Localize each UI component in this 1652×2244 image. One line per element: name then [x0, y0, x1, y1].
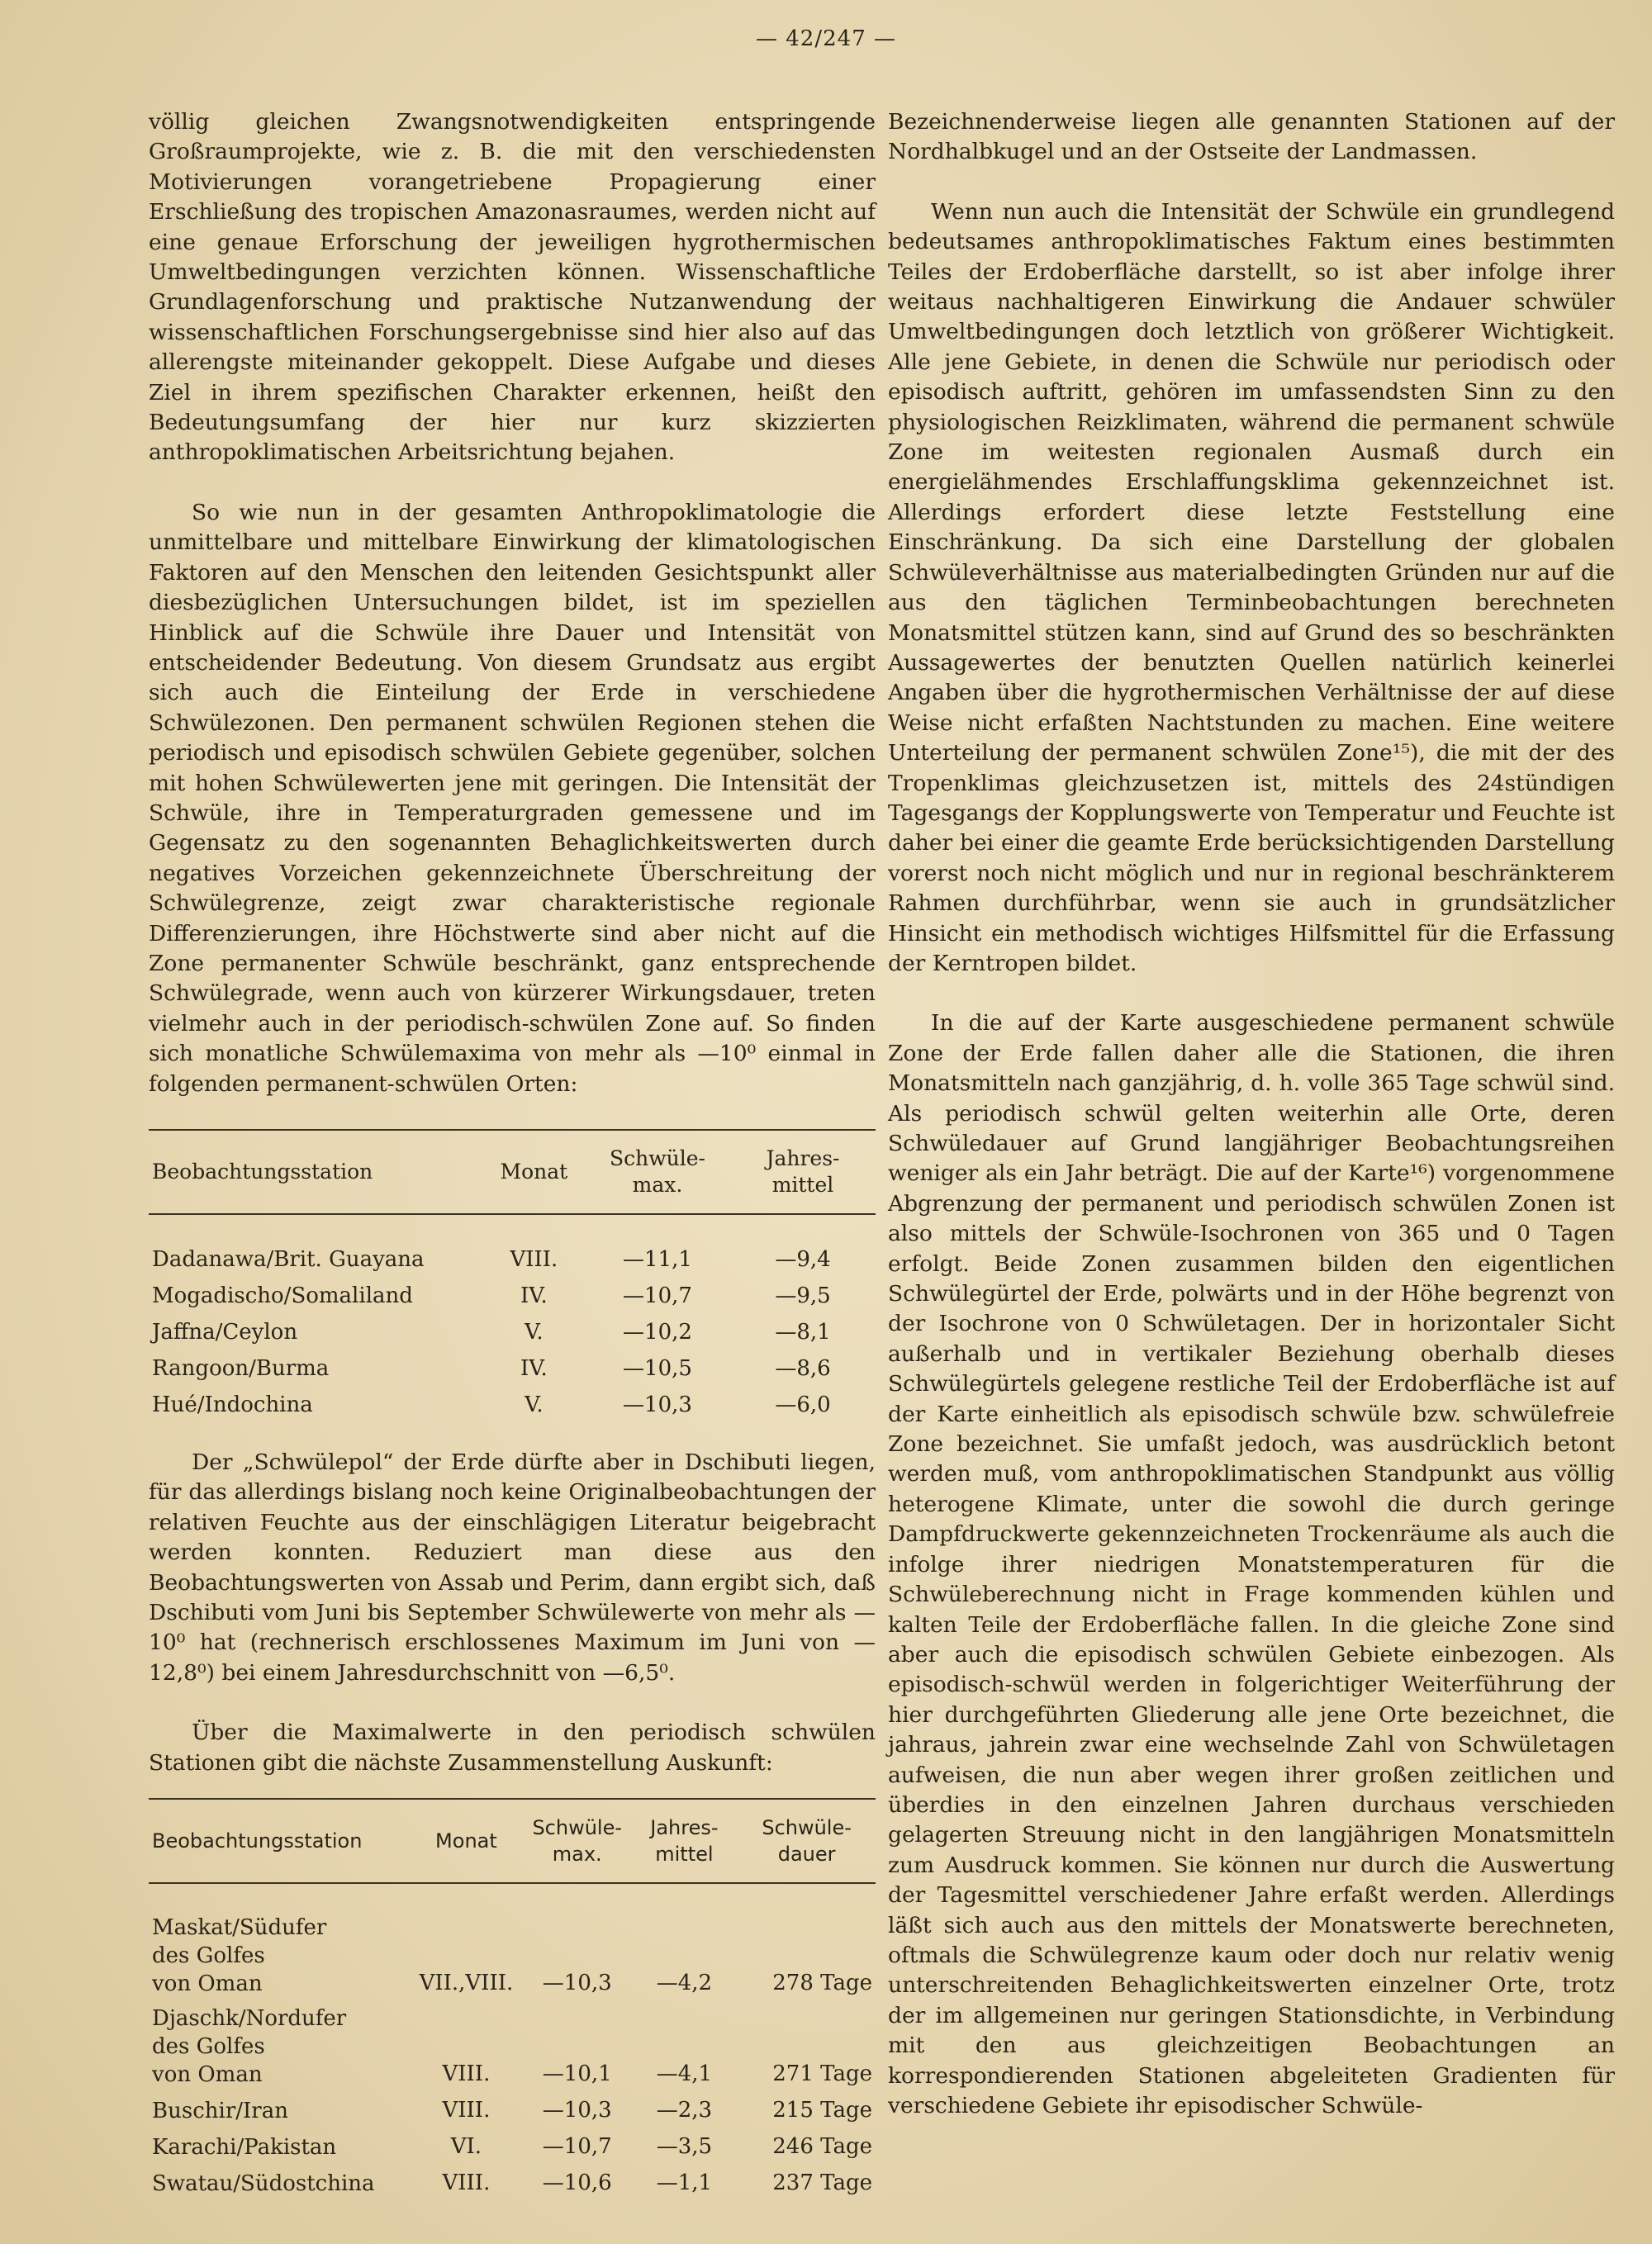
table-row	[149, 2165, 876, 2201]
table-cell: V.	[525, 1320, 544, 1345]
table-cell: —4,2	[656, 1971, 713, 1996]
table-cell: VI.	[450, 2134, 482, 2160]
table-cell: Djaschk/Nordufer des Golfes von Oman	[152, 2006, 347, 2088]
table-cell: —11,1	[623, 1247, 692, 1272]
table-cell: Karachi/Pakistan	[152, 2135, 337, 2161]
table-cell: Hué/Indochina	[152, 1392, 313, 1417]
table-cell: Mogadischo/Somaliland	[152, 1283, 413, 1308]
table-cell: —9,5	[775, 1283, 831, 1308]
column-header: Beobachtungsstation	[152, 1160, 373, 1184]
table-cell: Dadanawa/Brit. Guayana	[152, 1247, 425, 1272]
table-row	[149, 1350, 876, 1387]
table-cell: —10,3	[623, 1392, 692, 1417]
table-cell: Rangoon/Burma	[152, 1356, 330, 1381]
column-header: Schwüle- max.	[610, 1146, 705, 1197]
table-cell: Jaffna/Ceylon	[152, 1320, 298, 1345]
table-row	[149, 1214, 876, 1278]
table-cell: 271 Tage	[772, 2061, 872, 2087]
table-cell: —4,1	[656, 2061, 713, 2087]
table-cell: —10,5	[623, 1356, 692, 1381]
table-row	[149, 1883, 876, 2001]
page-number: — 42/247 —	[756, 26, 896, 51]
table-cell: Buschir/Iran	[152, 2099, 288, 2124]
paragraph: So wie nun in der gesamten Anthropoklimatologie die unmittelbare und mittelbare Einwirkung der klimatologischen Faktoren auf den Menschen den leitenden Gesichtspunkt aller diesbezüglichen Untersuchungen bildet, ist im speziellen Hinblick auf die Schwüle ihre Dauer und Intensität von entscheidender Bedeutung. Von diesem Grundsatz aus ergibt sich auch die Einteilung der Erde in verschiedene Schwülezonen. Den permanent schwülen Regionen stehen die periodisch und episodisch schwülen Gebiete gegenüber, solchen mit hohen Schwülewerten jene mit geringen. Die Intensität der Schwüle, ihre in Temperaturgraden gemessene und im Gegensatz zu den sogenannten Behaglichkeitswerten durch negatives Vorzeichen gekennzeichnete Überschreitung der Schwülegrenze, zeigt zwar charakteristische regionale Differenzierungen, ihre Höchstwerte sind aber nicht auf die Zone permanenter Schwüle beschränkt, ganz entsprechende Schwülegrade, wenn auch von kürzerer Wirkungsdauer, treten vielmehr auch in der periodisch-schwülen Zone auf. So finden sich monatliche Schwülemaxima von mehr als —10⁰ einmal in folgenden permanent-schwülen Orten:	[149, 499, 876, 1097]
table-cell: V.	[525, 1392, 544, 1417]
table-cell: —1,1	[656, 2170, 713, 2196]
table-cell: IV.	[520, 1356, 548, 1381]
table-cell: IV.	[520, 1283, 548, 1308]
table-cell: VIII.	[442, 2061, 491, 2087]
table-cell: —8,1	[775, 1320, 831, 1345]
paragraph: Wenn nun auch die Intensität der Schwüle ein grundlegend bedeutsames anthropoklimatisches Faktum eines bestimmten Teiles der Erdoberfläche darstellt, so ist aber infolge ihrer weitaus nachhaltigeren Einwirkung die Andauer schwüler Umweltbedingungen doch letztlich von größerer Wichtigkeit. Alle jene Gebiete, in denen die Schwüle nur periodisch oder episodisch auftritt, gehören im umfassendsten Sinn zu den physiologischen Reizklimaten, während die permanent schwüle Zone im weitesten regionalen Ausmaß durch ein energielähmendes Erschlaffungsklima gekennzeichnet ist. Allerdings erfordert diese letzte Feststellung eine Einschränkung. Da sich eine Darstellung der globalen Schwüleverhältnisse aus materialbedingten Gründen nur auf die aus den täglichen Terminbeobachtungen berechneten Monatsmittel stützen kann, sind auf Grund des so beschränkten Aussagewertes der benutzten Quellen natürlich keinerlei Angaben über die hygrothermischen Verhältnisse der auf diese Weise nicht erfaßten Nachtstunden zu machen. Eine weitere Unterteilung der permanent schwülen Zone¹⁵), die mit der des Tropenklimas gleichzusetzen ist, mittels des 24stündigen Tagesgangs der Kopplungswerte von Temperatur und Feuchte ist daher bei einer die geamte Erde berücksichtigenden Darstellung vorerst noch nicht möglich und nur in regional beschränkterem Rahmen durchführbar, wenn sie auch in grundsätzlicher Hinsicht ein methodisch wichtiges Hilfsmittel für die Erfassung der Kerntropen bildet.	[888, 198, 1615, 976]
table-cell: —10,7	[542, 2134, 612, 2160]
table-cell: VIII.	[510, 1247, 558, 1272]
table-cell: VIII.	[442, 2170, 491, 2196]
table-periodic-stations	[149, 1798, 876, 2201]
paragraph: Der „Schwülepol“ der Erde dürfte aber in Dschibuti liegen, für das allerdings bislang noch keine Originalbeobachtungen der relativen Feuchte aus der einschlägigen Literatur beigebracht werden konnten. Reduziert man diese aus den Beobachtungswerten von Assab und Perim, dann ergibt sich, daß Dschibuti vom Juni bis September Schwülewerte von mehr als —10⁰ hat (rechnerisch erschlossenes Maximum im Juni von —12,8⁰) bei einem Jahresdurchschnitt von —6,5⁰.	[149, 1449, 876, 1686]
table-cell: 278 Tage	[772, 1971, 872, 1996]
table-cell: —2,3	[656, 2098, 713, 2123]
table-row	[149, 1314, 876, 1350]
table-header-row	[149, 1799, 876, 1883]
column-header: Jahres- mittel	[650, 1816, 719, 1867]
left-column	[149, 107, 876, 2226]
table-row	[149, 2092, 876, 2128]
column-header: Schwüle- max.	[532, 1816, 623, 1867]
table-cell: —10,1	[542, 2061, 612, 2087]
table-cell: Swatau/Südostchina	[152, 2171, 375, 2197]
column-header: Jahres- mittel	[766, 1146, 840, 1197]
paragraph: Bezeichnenderweise liegen alle genannten Stationen auf der Nordhalbkugel und an der Ostseite der Landmassen.	[888, 109, 1615, 165]
table-cell: —10,7	[623, 1283, 692, 1308]
paragraph: völlig gleichen Zwangsnotwendigkeiten entspringende Großraumprojekte, wie z. B. die mit den verschiedensten Motivierungen vorangetriebene Propagierung einer Erschließung des tropischen Amazonasraumes, werden nicht auf eine genaue Erforschung der jeweiligen hygrothermischen Umweltbedingungen verzichten können. Wissenschaftliche Grundlagenforschung und praktische Nutzanwendung der wissenschaftlichen Forschungsergebnisse sind hier also auf das allerengste miteinander gekoppelt. Diese Aufgabe und dieses Ziel in ihrem spezifischen Charakter erkennen, heißt den Bedeutungsumfang der hier nur kurz skizzierten anthropoklimatischen Arbeitsrichtung bejahen.	[149, 109, 876, 466]
table-cell: —3,5	[656, 2134, 713, 2160]
column-header: Monat	[435, 1829, 497, 1853]
table-cell: —10,3	[542, 1971, 612, 1996]
table-cell: —9,4	[775, 1247, 831, 1272]
table-row	[149, 1387, 876, 1423]
table-row	[149, 2128, 876, 2165]
table-cell: VII.,VIII.	[419, 1971, 514, 1996]
table-row	[149, 2001, 876, 2092]
table-cell: —10,6	[542, 2170, 612, 2196]
table-cell: VIII.	[442, 2098, 491, 2123]
table-cell: —8,6	[775, 1356, 831, 1381]
table-header-row	[149, 1130, 876, 1214]
paragraph: In die auf der Karte ausgeschiedene permanent schwüle Zone der Erde fallen daher alle die Stationen, die ihren Monatsmitteln nach ganzjährig, d. h. volle 365 Tage schwül sind. Als periodisch schwül gelten weiterhin alle Orte, deren Schwüledauer auf Grund langjähriger Beobachtungsreihen weniger als ein Jahr beträgt. Die auf der Karte¹⁶) vorgenommene Abgrenzung der permanent und periodisch schwülen Zonen ist also mittels der Schwüle-Isochronen von 365 und 0 Tagen erfolgt. Beide Zonen zusammen bilden den eigentlichen Schwülegürtel der Erde, polwärts und in der Höhe begrenzt von der Isochrone von 0 Schwületagen. Der in horizontaler Sicht außerhalb und in vertikaler Beziehung oberhalb dieses Schwülegürtels gelegene restliche Teil der Erdoberfläche ist auf der Karte einheitlich als episodisch schwüle bzw. schwülefreie Zone bezeichnet. Sie umfaßt jedoch, was ausdrücklich betont werden muß, vom anthropoklimatischen Standpunkt aus völlig heterogene Klimate, unter die sowohl die durch geringe Dampfdruckwerte gekennzeichneten Trockenräume als auch die infolge ihrer niedrigen Monatstemperaturen für die Schwüleberechnung nicht in Frage kommenden kühlen und kalten Teile der Erdoberfläche fallen. In die gleiche Zone sind aber auch die episodisch schwülen Gebiete einbezogen. Als episodisch-schwül werden in folgerichtiger Weiterführung der hier durchgeführten Gliederung alle jene Orte bezeichnet, die jahraus, jahrein zwar eine wechselnde Zahl von Schwületagen aufweisen, die nun aber wegen ihrer großen zeitlichen und überdies in den einzelnen Jahren durchaus verschieden gelagerten Streuung nicht in den langjährigen Monatsmitteln zum Ausdruck kommen. Sie können nur durch die Auswertung der Tagesmittel verschiedener Jahre erfaßt werden. Allerdings läßt sich auch aus den mittels der Monatswerte berechneten, oftmals die Schwülegrenze kaum oder doch nur relativ wenig unterschreitenden Behaglichkeitswerten einzelner Orte, trotz der im allgemeinen nur geringen Stationsdichte, in Verbindung mit den aus gleichzeitigen Beobachtungen an korrespondierenden Stationen abgeleiteten Gradienten für verschiedene Gebiete ihr episodischer Schwüle-	[888, 1010, 1615, 2118]
table-cell: —6,0	[775, 1392, 831, 1417]
right-column	[888, 107, 1615, 2151]
table-cell: 215 Tage	[772, 2098, 872, 2123]
table-row	[149, 1278, 876, 1314]
table-cell: 237 Tage	[772, 2170, 872, 2196]
table-cell: —10,3	[542, 2098, 612, 2123]
table-cell: 246 Tage	[772, 2134, 872, 2160]
table-permanent-stations	[149, 1129, 876, 1423]
column-header: Schwüle- dauer	[762, 1816, 852, 1867]
paragraph: Über die Maximalwerte in den periodisch schwülen Stationen gibt die nächste Zusammenstellung Auskunft:	[149, 1720, 876, 1776]
table-cell: Maskat/Südufer des Golfes von Oman	[152, 1915, 327, 1997]
column-header: Beobachtungsstation	[152, 1829, 363, 1853]
table-cell: —10,2	[623, 1320, 692, 1345]
column-header: Monat	[500, 1160, 568, 1184]
